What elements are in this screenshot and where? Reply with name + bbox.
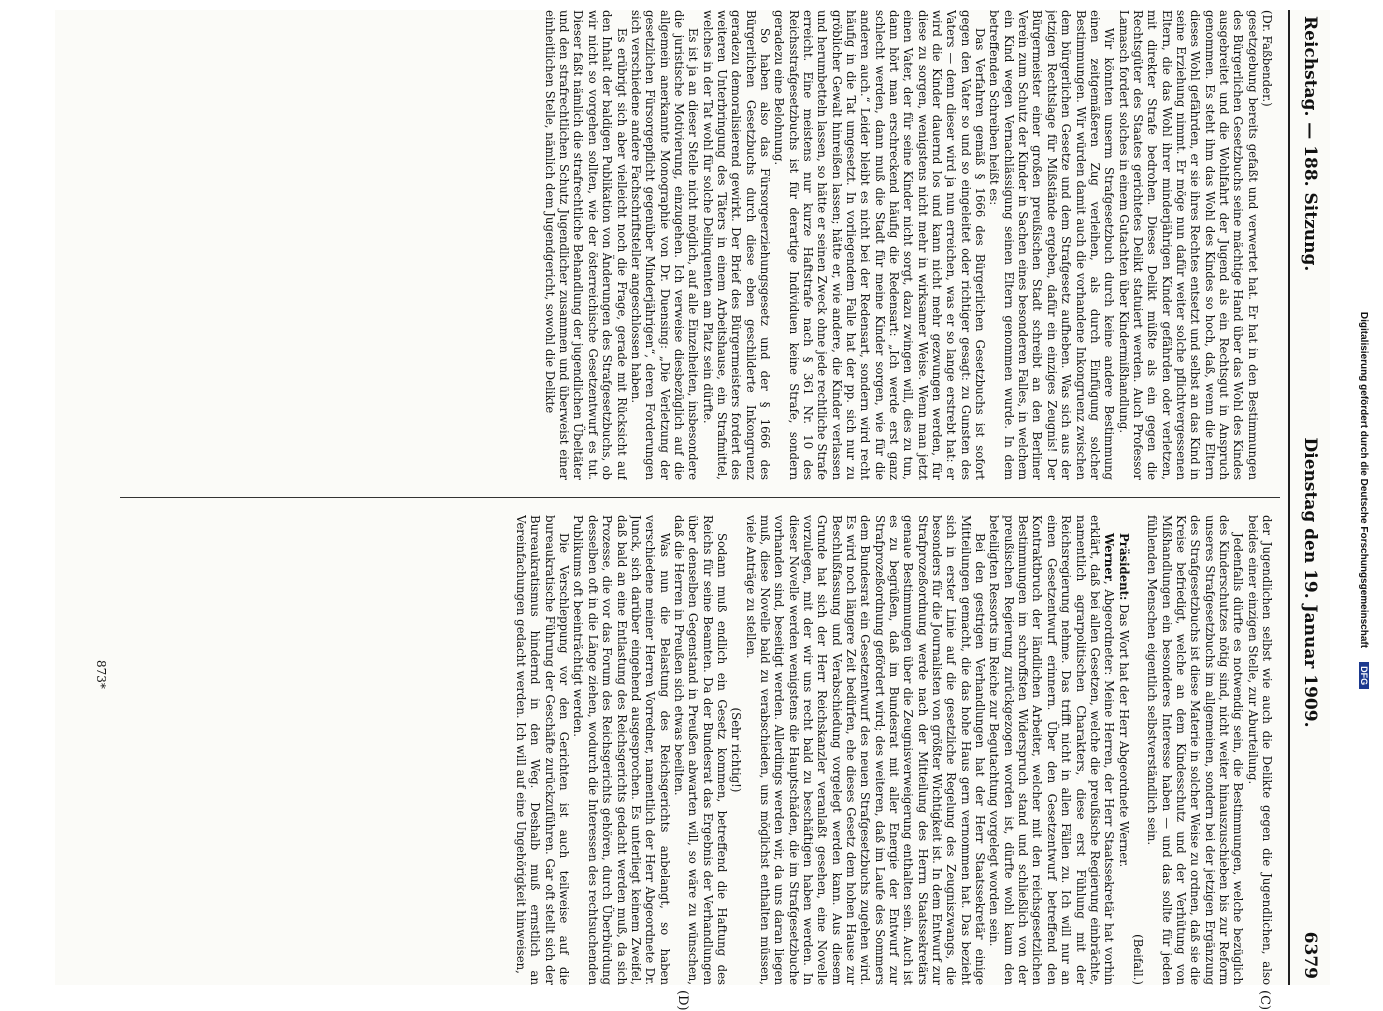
werner-paragraph: , Abgeordneter: Meine Herren, der Herr Staatssekretär hat vorhin erklärt, daß bei allen Gesetzen, welche die preußische Regierung einbrächte, namentlich agrarpolitischen Charakters, diese erst Fühlung mit der Reichsregierung nehme. Das trifft nicht in allen Fällen zu. Ich will nur an einen Gesetzentwurf erinnern. Über den Gesetzentwurf betreffend den Kontraktbruch der ländlichen Arbeiter, welcher mit den reichsgesetzlichen Bestimmungen im schroffsten Widerspruch stand und schließlich von der preußischen Regierung zurückgezogen worden ist, dürfte wohl kaum den beteiligten Ressorts im Reiche zur Begutachtung vorgelegt worden sein. [987,515,1117,985]
margin-mark-c: (C) [1257,990,1272,1011]
column-divider [120,497,1280,498]
digitization-credit [1355,8,1373,993]
president-label: Präsident: [1116,533,1131,601]
left-paragraph: gesetzgebung bereits gefaßt und verwertet hat. Er hat in den Bestimmungen des Bürgerlichen Gesetzbuchs seine mächtige Hand über das Wohl des Kindes ausgebreitet und die Wohlfahrt der Jugend als ein Rechtsgut in Anspruch genommen. Es steht ihm das Wohl des Kindes so hoch, daß, wenn die Eltern dieses Wohl gefährden, er sie ihres Rechtes entsetzt und selbst an das Kind in seine Erziehung nimmt. Er möge nun dafür weiter solche pflichtvergessenen Eltern, die das Wohl ihrer minderjährigen Kinder gefährden oder verletzen, mit direkter Strafe bedrohen. Dieses Delikt müßte als ein gegen die Rechtsgüter des Staates gerichtetes Delikt statuiert werden. Auch Professor Lamasch fordert solches in einem Gutachten über Kindermißhandlung. [1116,10,1260,480]
speaker-reference: (Dr. Faßbender.) [1260,10,1274,107]
page-number: 6379 [1300,931,1320,979]
president-remark [1116,515,1130,985]
left-paragraph: Wir könnten unserm Strafgesetzbuch durch keine andere Bestimmung einen zeitgemäßeren Zug verleihen, als durch Einfügung solcher Bestimmungen. Wir würden damit auch die vorhandene Inkongruenz zwischen dem bürgerlichen Gesetze und dem Strafgesetz aufheben. Was sich aus der jetzigen Rechtslage für Mißstände ergeben, dafür ein einziges Zeugnis! Der Bürgermeister einer großen preußischen Stadt schreibt an den Berliner Verein zum Schutz der Kinder in Sachen eines besonderen Falles, in welchem ein Kind wegen Vernachlässigung seinen Eltern genommen wurde. In dem betreffenden Schreiben heißt es: [987,10,1117,480]
sheet-signature: 873* [94,660,108,689]
scanned-page [55,10,1330,1011]
left-paragraph: Es ist ja an dieser Stelle nicht möglich, auf alle Einzelheiten, insbesondere die juristische Motivierung, einzugehen. Ich verweise diesbezüglich auf die allgemein anerkannte Monographie von Dr. Duensing: „Die Verletzung der gesetzlichen Fürsorgepflicht gegenüber Minderjährigen“, deren Forderungen sich verschiedene andere Fachschriftsteller angeschlossen haben. [628,10,701,480]
page-rotated [55,10,1330,1011]
margin-mark-d: (D) [675,990,690,1011]
left-paragraph: Es erübrigt sich aber vielleicht noch die Frage, gerade mit Rücksicht auf den Inhalt der baldigen Publikation von Änderungen des Strafgesetzbuchs, ob wir nicht so vorgehen sollten, wie der österreichische Gesetzentwurf es tut. Dieser faßt nämlich die strafrechtliche Behandlung der jugendlichen Übeltäter und den strafrechtlichen Schutz Jugendlicher zusammen und überweist einer einheitlichen Stelle, nämlich dem Jugendgericht, sowohl die Delikte [542,10,629,480]
werner-paragraph: Bei den gestrigen Verhandlungen hat der Herr Staatssekretär einige Mitteilungen gemacht, die das hohe Haus gern vernommen hat. Das bezieht sich in erster Linie auf die gesetzliche Regelung des Zeugniszwangs, die besonders für die Journalisten von größter Wichtigkeit ist. In dem Entwurf zur Strafprozeßordnung werde nach der Mitteilung des Herrn Staatssekretärs genaue Bestimmungen über die Zeugnisverweigerung enthalten sein. Auch ist es zu begrüßen, daß im Bundesrat mit aller Energie der Entwurf zur Strafprozeßordnung gefördert wird; des weiteren, daß im Laufe des Sommers dem Bundesrat ein Gesetzentwurf des neuen Strafgesetzbuchs zugehen wird. Es wird noch längere Zeit bedürfen, ehe dieses Gesetz dem hohen Hause zur Beschlußfassung und Verabschiedung vorgelegt werden kann. Aus diesem Grunde hat sich der Herr Reichskanzler veranlaßt gesehen, eine Novelle vorzulegen, mit der wir uns recht bald zu beschäftigen haben werden. In dieser Novelle werden wenigstens die Hauptschäden, die im Strafgesetzbuche vorhanden sind, beseitigt werden. Allerdings werden wir, da uns daran liegen muß, diese Novelle bald zu verabschieden, uns möglichst enthalten müssen, viele Anträge zu stellen. [743,515,988,985]
dfg-logo: DFG [1359,662,1369,689]
header-date: Dienstag den 19. Januar 1909. [1300,437,1320,728]
applause-note: (Sehr richtig!) [729,707,744,793]
right-paragraph: Jedenfalls dürfte es notwendig sein, die Bestimmungen, welche bezüglich des Kinderschutzes nötig sind, nicht weiter hinauszuschieben bis zur Reform unseres Strafgesetzbuchs im allgemeinen, sondern bei der jetzigen Ergänzung des Strafgesetzbuchs ist diese Materie in solcher Weise zu ordnen, daß sie die Kreise befriedigt, welche an dem Kindesschutz und der Verhütung von Mißhandlungen ein besonderes Interesse haben — und das sollte für jeden fühlenden Menschen eigentlich selbstverständlich sein. [1145,515,1246,985]
page-header [1288,10,1330,985]
applause-note: (Beifall.) [1130,934,1145,985]
header-left: Reichstag. — 188. Sitzung. [1300,16,1320,272]
left-quote-paragraph: Das Verfahren gemäß § 1666 des Bürgerlichen Gesetzbuchs ist sofort gegen den Vater so und so eingeleitet oder richtiger gesagt: zu Gunsten des Vaters — denn dieser wird ja nun erreichen, was er so lange erstrebt hat: er wird die Kinder dauernd los und kann nicht mehr gezwungen werden, für diese zu sorgen, wenigstens nicht mehr in wirksamer Weise. Wenn man jetzt einen Vater, der für seine Kinder nicht sorgt, dazu zwingen will, dies zu tun, dann hört man erschreckend häufig die Redensart: „Ich werde erst ganz schlecht werden, dann muß die Stadt für meine Kinder sorgen, wie für die anderen auch.“ Leider bleibt es nicht bei der Redensart, sondern wird recht häufig in die Tat umgesetzt. In vorliegendem Falle hat der pp. sich nur zu gröblicher Gewalt hinreißen lassen; hätte er, wie andere, die Kinder verlassen und herumbetteln lassen, so hätte er seinen Zweck ohne jede rechtliche Strafe erreicht. Eine meistens nur kurze Haftstrafe nach § 361 Nr. 10 des Reichsstrafgesetzbuchs ist für derartige Individuen keine Strafe, sondern geradezu eine Belohnung. [772,10,988,480]
credit-text: Digitalisierung gefördert durch die Deutsche Forschungsgemeinschaft [1358,311,1370,649]
left-paragraph: So haben also das Fürsorgeerziehungsgesetz und der § 1666 des Bürgerlichen Gesetzbuchs durch diese eben geschilderte Inkongruenz geradezu demoralisierend gewirkt. Der Brief des Bürgermeisters fordert des weiteren Unterbringung des Täters in einem Arbeitshause, ein Strafmittel, welches in der Tat wohl für solche Delinquenten am Platz sein dürfte. [700,10,772,480]
right-column [124,515,1274,985]
werner-paragraph: Was nun die Belastung des Reichsgerichts anbelangt, so haben verschiedene meiner Herren Vorredner, namentlich der Herr Abgeordnete Dr. Junck, sich darüber eingehend ausgesprochen. Es unterliegt keinem Zweifel, daß bald an eine Entlastung des Reichsgerichts gedacht werden muß, da sich Prozesse, die vor das Forum des Reichsgerichts gehören, durch Überbürdung desselben oft in die Länge ziehen, wodurch die Interessen des rechtsuchenden Publikums oft beeinträchtigt werden. [571,515,672,985]
speaker-werner: Werner [1102,533,1117,581]
werner-paragraph: Sodann muß endlich ein Gesetz kommen, betreffend die Haftung des Reichs für seine Beamten. Da der Bundesrat das Ergebnis der Verhandlungen über denselben Gegenstand in Preußen abwarten will, so wäre zu wünschen, daß die Herren in Preußen sich etwas beeilten. [671,515,729,985]
werner-paragraph: Die Verschleppung vor den Gerichten ist auch teilweise auf die bureaukratische Führung der Geschäfte zurückzuführen. Gar oft stellt sich der Bureaukratismus hindernd in den Weg. Deshalb muß ernstlich an Vereinfachungen gedacht werden. Ich will auf eine Ungehörigkeit hinweisen, [514,515,572,985]
left-column [124,10,1274,480]
werner-speech [987,515,1116,985]
right-paragraph: der Jugendlichen selbst wie auch die Delikte gegen die Jugendlichen, also beides einer einzigen Stelle, zur Aburteilung. [1245,515,1274,985]
president-text: Das Wort hat der Herr Abgeordnete Werner. [1116,604,1131,868]
